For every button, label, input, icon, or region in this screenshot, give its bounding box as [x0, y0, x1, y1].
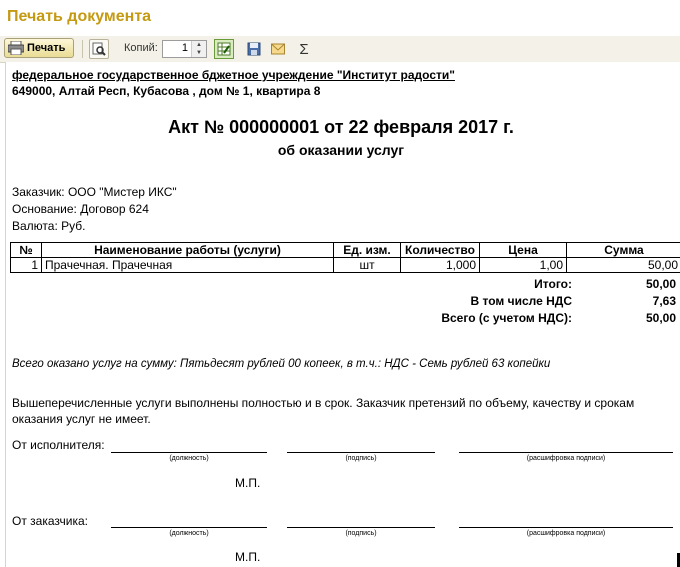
preview-button[interactable] — [89, 39, 109, 59]
table-row — [11, 258, 680, 273]
window-titlebar — [0, 0, 680, 34]
print-button[interactable] — [4, 38, 74, 58]
customer-stamp-place: М.П. — [235, 550, 261, 564]
executor-label: От исполнителя: — [12, 438, 105, 452]
toolbar — [0, 36, 680, 63]
executor-signature-line — [287, 452, 435, 453]
vat-label: В том числе НДС — [470, 294, 572, 308]
col-header-sum: Сумма — [567, 243, 680, 258]
sigma-icon: Σ — [299, 40, 309, 58]
total-label: Итого: — [534, 277, 572, 291]
col-header-price: Цена — [480, 243, 567, 258]
edit-mode-button[interactable] — [214, 39, 234, 59]
row-unit: шт — [334, 258, 401, 273]
row-service-name: Прачечная. Прачечная — [42, 258, 334, 273]
organization-name: федеральное государственное бджетное учреждение "Институт радости" — [12, 68, 455, 82]
customer-signature-label: От заказчика: — [12, 514, 88, 528]
row-sum: 50,00 — [567, 258, 680, 273]
executor-stamp-place: М.П. — [235, 476, 261, 490]
grand-total-value: 50,00 — [645, 311, 676, 325]
document-sheet — [5, 62, 680, 567]
total-value: 50,00 — [645, 277, 676, 291]
document-title: Акт № 000000001 от 22 февраля 2017 г. — [168, 117, 514, 137]
sum-button[interactable] — [294, 39, 314, 59]
row-quantity: 1,000 — [401, 258, 480, 273]
send-email-button[interactable] — [268, 39, 288, 59]
customer-decode-line — [459, 527, 673, 528]
customer-position-caption: (должность) — [169, 530, 209, 537]
save-button[interactable] — [244, 39, 264, 59]
copies-value: 1 — [181, 42, 188, 54]
printer-icon — [8, 41, 24, 55]
row-number: 1 — [11, 258, 42, 273]
copies-label: Копий: — [124, 42, 158, 54]
col-header-number: № — [11, 243, 42, 258]
completion-statement: Вышеперечисленные услуги выполнены полностью и в срок. Заказчик претензий по объему, качеству и срокам оказания услуг не имеет. — [12, 396, 635, 426]
magnifier-page-icon — [92, 42, 106, 56]
col-header-unit: Ед. изм. — [334, 243, 401, 258]
toolbar-separator — [82, 40, 83, 58]
vat-value: 7,63 — [652, 294, 676, 308]
col-header-name: Наименование работы (услуги) — [42, 243, 334, 258]
services-table — [10, 242, 680, 273]
amount-in-words: Всего оказано услуг на сумму: Пятьдесят рублей 00 копеек, в т.ч.: НДС - Семь рублей 63 копейки — [12, 358, 551, 370]
customer-signature-line — [287, 527, 435, 528]
executor-position-line — [111, 452, 267, 453]
document-subtitle: об оказании услуг — [277, 142, 405, 158]
basis-line: Основание: Договор 624 — [12, 202, 149, 216]
executor-position-caption: (должность) — [169, 455, 209, 462]
customer-position-line — [111, 527, 267, 528]
envelope-icon — [271, 43, 285, 55]
executor-decode-caption: (расшифровка подписи) — [526, 455, 606, 462]
customer-decode-caption: (расшифровка подписи) — [526, 530, 606, 537]
customer-line: Заказчик: ООО "Мистер ИКС" — [12, 185, 177, 199]
grand-total-label: Всего (с учетом НДС): — [441, 311, 572, 325]
customer-signature-caption: (подпись) — [345, 530, 377, 537]
floppy-disk-icon — [247, 42, 261, 56]
col-header-quantity: Количество — [401, 243, 480, 258]
grid-edit-icon — [217, 42, 231, 56]
window-title: Печать документа — [7, 8, 152, 25]
executor-signature-caption: (подпись) — [345, 455, 377, 462]
currency-line: Валюта: Руб. — [12, 219, 86, 233]
row-price: 1,00 — [480, 258, 567, 273]
copies-input[interactable] — [162, 40, 207, 58]
organization-address: 649000, Алтай Респ, Кубасова , дом № 1, квартира 8 — [12, 84, 321, 98]
print-button-label: Печать — [27, 42, 66, 54]
copies-spinner[interactable]: ▲ ▼ — [191, 41, 206, 57]
executor-decode-line — [459, 452, 673, 453]
table-header-row — [11, 243, 680, 258]
